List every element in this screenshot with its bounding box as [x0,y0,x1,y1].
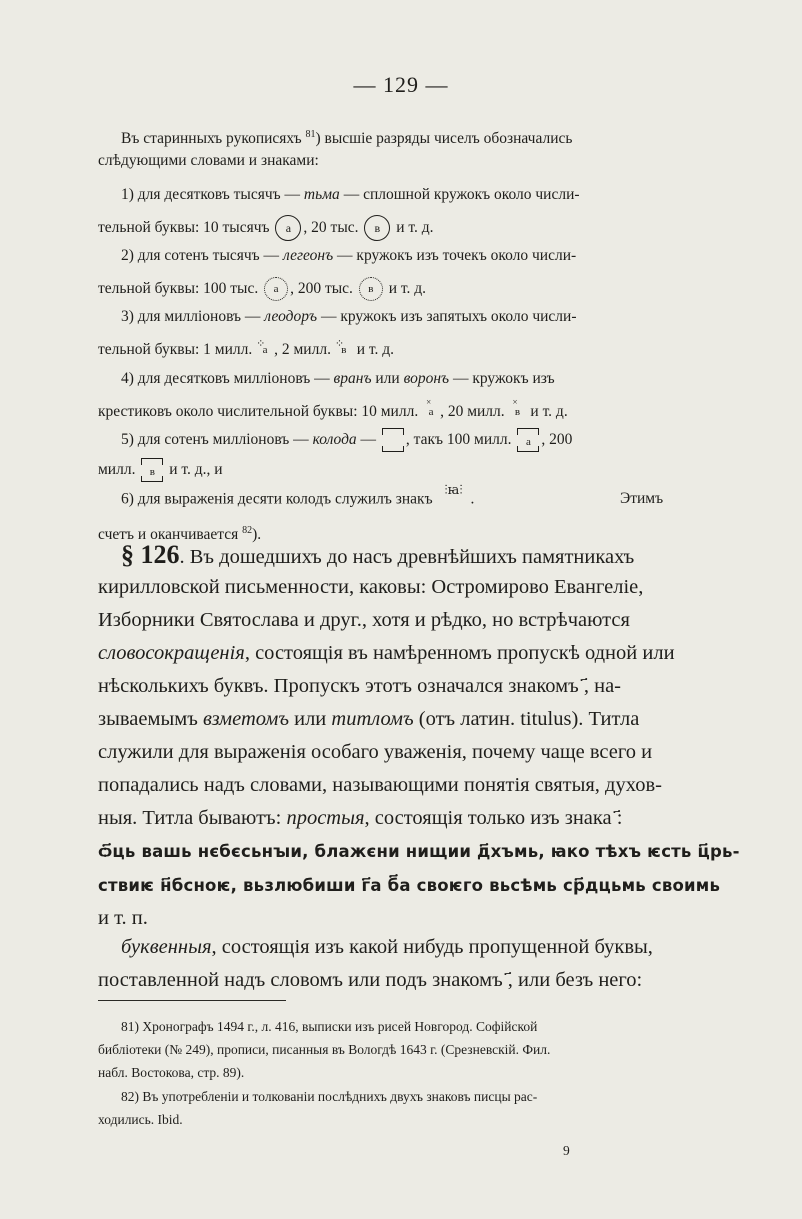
item-5-line-1: 5) для сотенъ милліоновъ — колода — , такъ 100 милл. а , 200 [121,423,572,457]
solid-circle-symbol: в [364,215,390,241]
page-number: — 129 — [353,72,449,97]
item-6-end-word: Этимъ [620,490,664,507]
cross-circle-symbol: × а [422,399,440,425]
footnote-81-line-3: набл. Востокова, стр. 89). [98,1065,245,1080]
slavonic-example-line-2: ствиѥ н҃бсноѥ, вьзлюбиши г҃а б҃а своѥго вьсѣмь ср҃дцьмь своимь [98,876,721,895]
section-line-11: буквенныя, состоящія изъ какой нибудь пропущенной буквы, [121,936,653,958]
item-2-line-1: 2) для сотенъ тысячъ — легеонъ — кружокъ изъ точекъ около числи- [121,247,577,264]
section-line-6: зываемымъ взметомъ или титломъ (отъ латин. titulus). Титла [98,708,640,730]
item-1-line-1: 1) для десятковъ тысячъ — тьма — сплошной кружокъ около числи- [121,186,580,203]
footnote-81-line-1: 81) Хронографъ 1494 г., л. 416, выписки изъ рисей Новгород. Софійской [121,1019,538,1034]
footnote-divider [98,1000,286,1001]
section-line-5: нѣсколькихъ буквъ. Пропускъ этотъ означался знакомъ ҃, на- [98,675,622,697]
cross-circle-symbol: × в [509,399,527,425]
intro-line-2: слѣдующими словами и знаками: [98,152,319,169]
ten-koloda-symbol: ⫶ꙗ⫶ [444,482,463,497]
section-line-2: кирилловской письменности, каковы: Остромирово Евангеліе, [98,576,644,598]
section-line-7: служили для выраженія особаго уваженія, почему чаще всего и [98,741,653,763]
dotted-circle-symbol: в [359,277,383,301]
solid-circle-symbol: а [275,215,301,241]
footnote-82-line-2: ходились. Ibid. [98,1112,183,1127]
dotted-circle-symbol: а [264,277,288,301]
item-3-line-1: 3) для милліоновъ — леодоръ — кружокъ изъ запятыхъ около числи- [121,308,577,325]
section-number: § 126 [121,540,180,569]
section-line-8: попадались надъ словами, называющими понятія святыя, духов- [98,774,662,796]
bracket-frame-symbol: а [517,428,539,452]
slavonic-example-line-1: ѻ҃ць вашь нєбєсьнꙑи, блажєни нищии д҃хъмь, ꙗко тѣхъ ѥсть ц҃рь- [98,842,740,861]
item-5-line-2: милл. в и т. д., и [98,453,223,487]
section-line-9: ныя. Титла бываютъ: простыя, состоящія только изъ знака ҃: [98,807,623,829]
section-line-4: словосокращенія, состоящія въ намѣренномъ пропускѣ одной или [98,642,675,664]
footnote-81-line-2: библіотеки (№ 249), прописи, писанныя въ Вологдѣ 1643 г. (Срезневскій. Фил. [98,1042,551,1057]
signature-mark: 9 [563,1143,570,1158]
comma-circle-symbol: ⁘ в [335,338,353,362]
bracket-frame-symbol: в [141,458,163,482]
section-126-line-1: § 126. Въ дошедшихъ до насъ древнѣйшихъ памятникахъ [121,540,635,569]
footnote-82-line-1: 82) Въ употребленіи и толкованіи послѣднихъ двухъ знаковъ писцы рас- [121,1089,538,1104]
item-6-line-1: 6) для выраженія десяти колодъ служилъ знакъ ⫶ꙗ⫶. [121,482,474,518]
item-4-line-2: крестиковъ около числительной буквы: 10 милл. × а , 20 милл. × в и т. д. [98,395,568,429]
item-1-line-2: тельной буквы: 10 тысячъ а , 20 тыс. в и т. д. [98,211,434,245]
section-line-10: и т. п. [98,907,148,929]
item-3-line-2: тельной буквы: 1 милл. ⁘ а , 2 милл. ⁘ в и т. д. [98,333,394,367]
section-line-12: поставленной надъ словомъ или подъ знакомъ ҃, или безъ него: [98,969,643,991]
comma-circle-symbol: ⁘ а [256,338,274,362]
item-4-line-1: 4) для десятковъ милліоновъ — вранъ или воронъ — кружокъ изъ [121,370,555,387]
intro-line-1: Въ старинныхъ рукописяхъ $^{81}$) высшіе разряды чиселъ обозначались [121,129,573,148]
item-2-line-2: тельной буквы: 100 тыс. а , 200 тыс. в и т. д. [98,272,426,306]
section-line-3: Изборники Святослава и друг., хотя и рѣдко, но встрѣчаются [98,609,630,631]
bracket-frame-symbol [382,428,404,452]
item-6-line-2: счетъ и оканчивается $^{82}$). [98,525,262,544]
